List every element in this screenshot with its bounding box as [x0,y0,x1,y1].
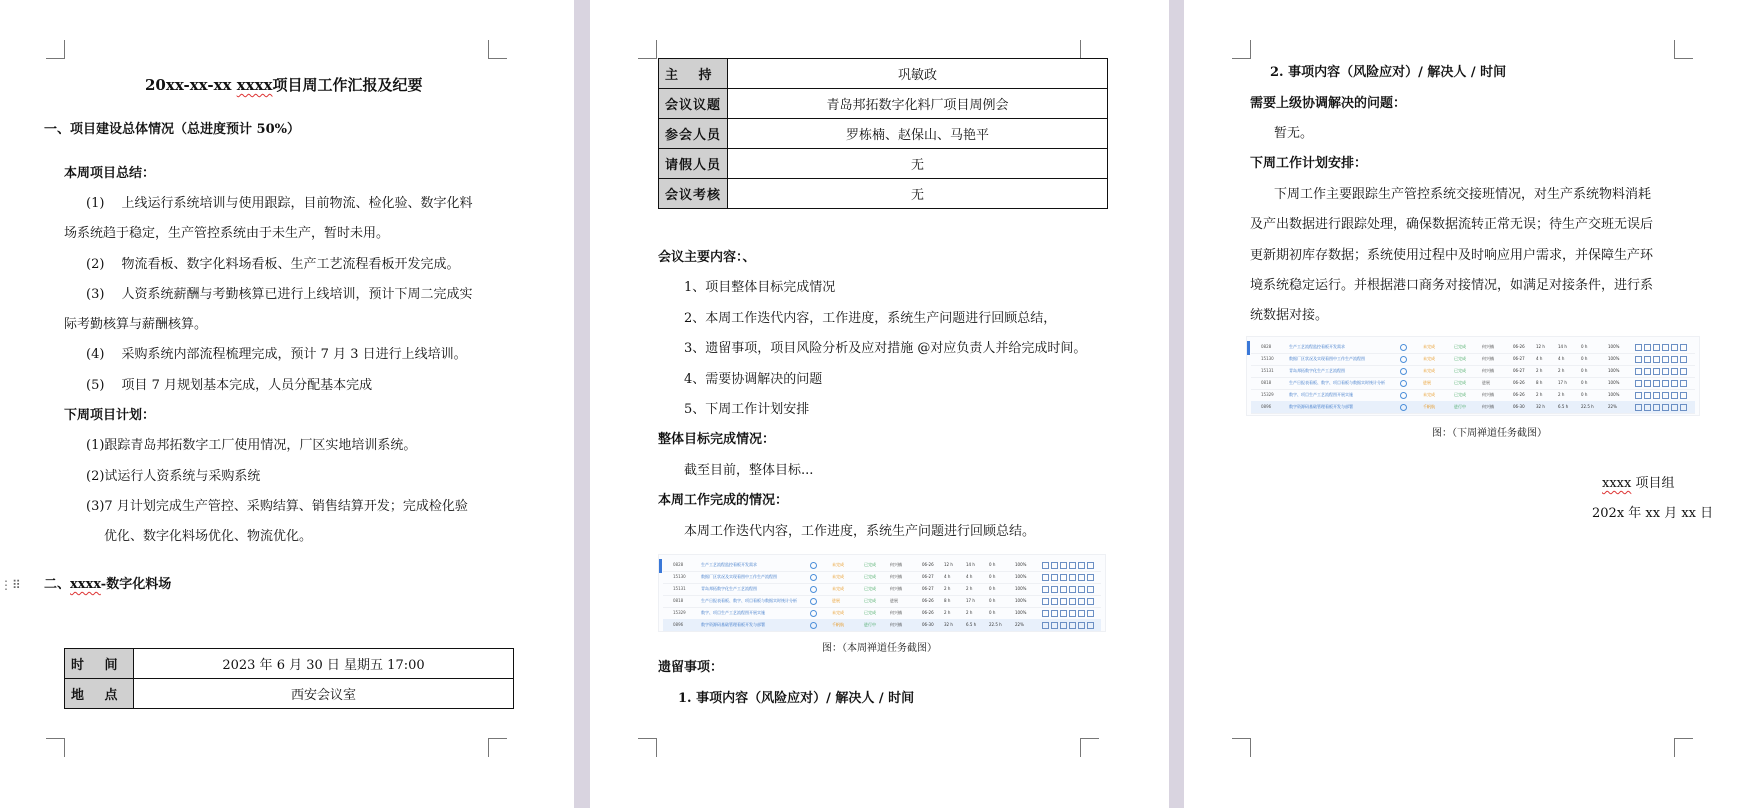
crop-mark [1080,40,1099,59]
task-cell: 15130 [673,574,686,579]
action-icon [1078,586,1085,593]
task-cell: 100% [1015,598,1027,603]
table-row [663,619,1101,632]
task-cell: 已完成 [864,598,876,603]
task-cell: 100% [1015,562,1027,567]
task-cell: 未完成 [832,610,844,615]
next-week-line[interactable]: 境系统稳定运行。并根据港口商务对接情况，如满足对接条件，进行系 [1250,278,1654,293]
task-cell: 32 h [944,622,953,627]
action-icon [1671,380,1678,387]
action-icon [1680,392,1687,399]
action-icon [1087,598,1094,605]
task-cell: 14 h [1558,344,1567,349]
selection-bar [659,559,662,573]
action-icon [1069,598,1076,605]
agenda-item[interactable]: 3、遗留事项，项目风险分析及应对措施 @对应负责人并给完成时间。 [684,341,1087,356]
action-icon [1644,404,1651,411]
task-cell: 06-26 [1513,344,1525,349]
table-key[interactable]: 会议考核 [659,179,728,209]
action-icon [1671,356,1678,363]
info-icon [1400,404,1407,411]
info-icon [1400,368,1407,375]
selection-bar [1247,341,1250,355]
task-cell: 0896 [1261,404,1272,409]
task-cell: 0 h [989,598,996,603]
task-cell: 2 h [966,610,973,615]
task-cell: 100% [1608,380,1620,385]
table-value[interactable]: 2023 年 6 月 30 日 星期五 17:00 [134,649,514,679]
task-cell: 06-27 [1513,356,1525,361]
task-cell: 未完成 [832,586,844,591]
info-icon [1400,380,1407,387]
task-cell: 何兴楠 [890,562,902,567]
action-icon [1069,610,1076,617]
action-icon [1680,356,1687,363]
table-key[interactable]: 主 持 [659,59,728,89]
action-icon [1051,562,1058,569]
info-icon [1400,356,1407,363]
action-icon [1069,562,1076,569]
info-icon [810,598,817,605]
action-icon [1078,622,1085,629]
action-icon [1042,610,1049,617]
section-2-suffix: -数字化料场 [100,577,172,592]
action-icon [1635,380,1642,387]
task-cell: 100% [1015,586,1027,591]
signature-date[interactable]: 202x 年 xx 月 xx 日 [1592,506,1714,521]
task-cell: 未完成 [832,574,844,579]
table-value[interactable]: 青岛邦拓数字化料厂项目周例会 [728,89,1108,119]
task-cell: 4 h [1558,356,1565,361]
task-cell: 已完成 [864,562,876,567]
action-icon [1060,574,1067,581]
task-cell: 数字资源码基础管理看板开发与部署 [701,622,765,627]
title-prefix: 20xx-xx-xx [145,76,237,94]
info-icon [1400,344,1407,351]
action-icon [1662,392,1669,399]
drag-handle-icon[interactable]: ⋮⠿ [0,578,21,592]
action-icon [1069,574,1076,581]
table-value[interactable]: 罗栋楠、赵保山、马艳平 [728,119,1108,149]
task-cell: 100% [1608,392,1620,397]
task-cell: 0 h [989,610,996,615]
task-cell: 青岛邦拓数字化生产工艺流程图 [1289,368,1345,373]
task-screenshot-image[interactable] [1246,336,1700,416]
week-done-label[interactable]: 本周工作完成的情况： [658,493,789,508]
task-cell: 8 h [944,598,951,603]
crop-mark [1080,738,1099,757]
task-cell: 未完成 [1423,368,1435,373]
task-cell: 何兴楠 [1482,404,1494,409]
action-icon [1087,622,1094,629]
table-row [659,59,1108,89]
action-icon [1087,574,1094,581]
action-icon [1069,622,1076,629]
action-icon [1051,574,1058,581]
action-icon [1087,586,1094,593]
info-icon [1400,392,1407,399]
action-icon [1680,368,1687,375]
task-cell: 0828 [1261,344,1272,349]
summary-line[interactable]: (5) 项目 7 月规划基本完成，人员分配基本完成 [86,378,373,393]
task-cell: 生产日报表看板、数字、项目看板与数据实时统计分析 [1289,380,1385,385]
task-screenshot-image[interactable] [658,554,1106,632]
action-icon [1644,380,1651,387]
task-cell: 100% [1608,344,1620,349]
action-icon [1087,610,1094,617]
task-cell: 2 h [966,586,973,591]
task-cell: 何兴楠 [1482,368,1494,373]
task-cell: 已完成 [1454,392,1466,397]
task-cell: 17 h [966,598,975,603]
next-plan-label[interactable]: 下周项目计划： [64,408,156,423]
action-icon [1051,586,1058,593]
task-cell: 0828 [673,562,684,567]
task-cell: 12 h [944,562,953,567]
action-icon [1662,356,1669,363]
action-icon [1680,380,1687,387]
agenda-item[interactable]: 4、需要协调解决的问题 [684,372,823,387]
action-icon [1060,610,1067,617]
task-cell: 生产工艺流程监控看板开发需求 [1289,344,1345,349]
task-cell: 100% [1015,574,1027,579]
table-key[interactable]: 时 间 [65,649,134,679]
section-2-prefix: 二、 [44,577,71,592]
task-cell: 2 h [1536,392,1543,397]
document-page-3 [1184,0,1762,808]
summary-line[interactable]: 场系统趋于稳定，生产管控系统由于未生产，暂时未用。 [64,226,390,241]
task-cell: 100% [1608,368,1620,373]
task-cell: 0 h [1581,392,1588,397]
task-cell: 0818 [1261,380,1272,385]
task-cell: 6.5 h [966,622,977,627]
crop-mark [1674,738,1693,757]
task-cell: 何兴楠 [890,574,902,579]
goal-text[interactable]: 截至目前，整体目标... [684,463,814,478]
task-cell: 0818 [673,598,684,603]
action-icon [1635,344,1642,351]
next-week-line[interactable]: 及产出数据进行跟踪处理，确保数据流转正常无误；待生产交班无误后 [1250,217,1654,232]
section-1-heading[interactable]: 一、项目建设总体情况（总进度预计 50%） [44,122,300,137]
task-cell: 进展 [1423,380,1431,385]
task-cell: 06-26 [922,562,934,567]
task-cell: 100% [1015,610,1027,615]
table-row [659,149,1108,179]
task-cell: 2 h [944,610,951,615]
task-cell: 0 h [1581,356,1588,361]
task-cell: 2 h [1536,368,1543,373]
task-cell: 06-26 [922,610,934,615]
table-row [659,179,1108,209]
section-2-spellcheck-word: xxxx [70,577,101,592]
task-cell: 06-27 [922,574,934,579]
action-icon [1060,622,1067,629]
action-icon [1051,610,1058,617]
crop-mark [46,40,65,59]
next-week-label[interactable]: 下周工作计划安排： [1250,156,1368,171]
crop-mark [1232,738,1251,757]
action-icon [1644,356,1651,363]
week-summary-label[interactable]: 本周项目总结： [64,166,156,181]
action-icon [1042,598,1049,605]
agenda-item[interactable]: 5、下周工作计划安排 [684,402,810,417]
task-cell: 0896 [673,622,684,627]
table-value[interactable]: 无 [728,179,1108,209]
action-icon [1644,392,1651,399]
action-icon [1051,598,1058,605]
action-icon [1680,404,1687,411]
task-cell: 06-26 [922,598,934,603]
task-cell: 何兴楠 [1482,344,1494,349]
action-icon [1662,404,1669,411]
action-icon [1653,392,1660,399]
pending-label[interactable]: 遗留事项： [658,660,724,675]
task-cell: 何兴楠 [890,622,902,627]
table-row [65,679,514,709]
action-icon [1671,344,1678,351]
table-value[interactable]: 无 [728,149,1108,179]
main-content-label[interactable]: 会议主要内容：、 [658,250,756,265]
action-icon [1635,392,1642,399]
task-cell: 何兴楠 [1482,356,1494,361]
title-spellcheck-word: xxxx [236,76,273,94]
crop-mark [1232,40,1251,59]
action-icon [1653,368,1660,375]
document-page-1 [0,0,574,808]
title-suffix: 项目周工作汇报及纪要 [272,76,423,94]
next-week-line[interactable]: 统数据对接。 [1250,308,1329,323]
task-cell: 06-30 [1513,404,1525,409]
task-cell: 何兴楠 [890,610,902,615]
task-cell: 千帆航 [832,622,844,627]
action-icon [1653,380,1660,387]
task-cell: 2 h [1558,368,1565,373]
action-icon [1644,368,1651,375]
action-icon [1042,622,1049,629]
task-cell: 0 h [989,586,996,591]
summary-line[interactable]: (3) 人资系统薪酬与考勤核算已进行上线培训，预计下周二完成实 [86,287,473,302]
crop-mark [638,738,657,757]
task-cell: 22% [1608,404,1617,409]
crop-mark [1674,40,1693,59]
task-cell: 数字、项目生产工艺流程图开展实施 [701,610,765,615]
task-cell: 22.5 h [1581,404,1594,409]
task-cell: 已完成 [864,610,876,615]
task-cell: 何兴楠 [890,586,902,591]
task-cell: 12 h [1536,344,1545,349]
table-row [659,119,1108,149]
action-icon [1060,598,1067,605]
task-cell: 100% [1608,356,1620,361]
action-icon [1078,574,1085,581]
task-cell: 生产工艺流程监控看板开发需求 [701,562,757,567]
task-cell: 22% [1015,622,1024,627]
document-title[interactable] [145,75,422,95]
task-cell: 8 h [1536,380,1543,385]
task-cell: 已完成 [1454,344,1466,349]
info-icon [810,622,817,629]
crop-mark [488,40,507,59]
task-cell: 14 h [966,562,975,567]
task-cell: 4 h [966,574,973,579]
task-cell: 0 h [1581,368,1588,373]
action-icon [1635,404,1642,411]
task-cell: 生产日报表看板、数字、项目看板与数据实时统计分析 [701,598,797,603]
task-cell: 06-27 [922,586,934,591]
action-icon [1051,622,1058,629]
table-key[interactable]: 参会人员 [659,119,728,149]
task-cell: 06-27 [1513,368,1525,373]
next-week-line[interactable]: 下周工作主要跟踪生产管控系统交接班情况，对生产系统物料消耗 [1274,187,1652,202]
meeting-info-table [658,58,1108,209]
week-done-text[interactable]: 本周工作迭代内容，工作进度，系统生产问题进行回顾总结。 [684,524,1036,539]
task-cell: 进行中 [864,622,876,627]
table-row [659,89,1108,119]
action-icon [1069,586,1076,593]
document-page-2 [590,0,1169,808]
coordinate-text[interactable]: 暂无。 [1274,126,1314,141]
task-cell: 已完成 [1454,380,1466,385]
action-icon [1042,562,1049,569]
action-icon [1060,586,1067,593]
action-icon [1078,562,1085,569]
summary-line[interactable]: (4) 采购系统内部流程梳理完成，预计 7 月 3 日进行上线培训。 [86,347,467,362]
section-2-heading[interactable] [44,575,171,595]
action-icon [1671,392,1678,399]
task-cell: 数据厂区状况及实现看图中工作生产流程图 [701,574,777,579]
figure-caption: 图：（下周禅道任务截图） [1432,428,1547,439]
task-cell: 4 h [944,574,951,579]
action-icon [1635,356,1642,363]
action-icon [1087,562,1094,569]
summary-line[interactable]: 际考勤核算与薪酬核算。 [64,317,208,332]
task-cell: 已完成 [864,574,876,579]
task-cell: 已完成 [864,586,876,591]
task-cell: 千帆航 [1423,404,1435,409]
task-cell: 15329 [673,610,686,615]
action-icon [1662,368,1669,375]
task-cell: 15130 [1261,356,1274,361]
task-cell: 进行中 [1454,404,1466,409]
task-cell: 2 h [944,586,951,591]
task-cell: 06-26 [1513,392,1525,397]
info-icon [810,610,817,617]
summary-line[interactable]: (1) 上线运行系统培训与使用跟踪，目前物流、检化验、数字化料 [86,196,473,211]
action-icon [1060,562,1067,569]
task-cell: 已完成 [1454,356,1466,361]
task-cell: 6.5 h [1558,404,1569,409]
agenda-item[interactable]: 2、本周工作迭代内容，工作进度，系统生产问题进行回顾总结， [684,311,1057,326]
task-cell: 进展 [1482,380,1490,385]
table-key[interactable]: 请假人员 [659,149,728,179]
task-cell: 06-30 [922,622,934,627]
task-cell: 06-26 [1513,380,1525,385]
plan-line[interactable]: (1)跟踪青岛邦拓数字工厂使用情况，厂区实地培训系统。 [86,438,417,453]
table-value[interactable]: 巩敏政 [728,59,1108,89]
task-cell: 青岛邦拓数字化生产工艺流程图 [701,586,757,591]
task-cell: 0 h [989,562,996,567]
plan-line[interactable]: 优化、数字化料场优化、物流优化。 [104,529,313,544]
task-cell: 17 h [1558,380,1567,385]
task-cell: 未完成 [1423,344,1435,349]
table-key[interactable]: 会议议题 [659,89,728,119]
pending-item-2[interactable]: 2. 事项内容（风险应对）/ 解决人 / 时间 [1270,65,1507,80]
action-icon [1078,610,1085,617]
signature-spellcheck-word: xxxx [1602,476,1632,491]
action-icon [1671,368,1678,375]
task-cell: 32 h [1536,404,1545,409]
plan-line[interactable]: (2)试运行人资系统与采购系统 [86,469,261,484]
action-icon [1042,574,1049,581]
action-icon [1635,368,1642,375]
action-icon [1662,344,1669,351]
summary-line[interactable]: (2) 物流看板、数字化料场看板、生产工艺流程看板开发完成。 [86,257,460,272]
task-cell: 4 h [1536,356,1543,361]
task-cell: 15131 [1261,368,1274,373]
goal-label[interactable]: 整体目标完成情况： [658,432,776,447]
task-cell: 0 h [1581,380,1588,385]
next-week-line[interactable]: 更新期初库存数据；系统使用过程中及时响应用户需求，并保障生产环 [1250,248,1654,263]
action-icon [1653,404,1660,411]
table-row [1251,401,1695,414]
action-icon [1078,598,1085,605]
task-cell: 何兴楠 [1482,392,1494,397]
action-icon [1644,344,1651,351]
crop-mark [638,40,657,59]
action-icon [1671,404,1678,411]
table-key[interactable]: 地 点 [65,679,134,709]
task-cell: 数字资源码基础管理看板开发与部署 [1289,404,1353,409]
task-cell: 未完成 [832,562,844,567]
task-cell: 15329 [1261,392,1274,397]
crop-mark [488,738,507,757]
info-icon [810,574,817,581]
task-cell: 2 h [1558,392,1565,397]
task-cell: 15131 [673,586,686,591]
pending-item[interactable]: 1. 事项内容（风险应对）/ 解决人 / 时间 [678,691,915,706]
signature-suffix: 项目组 [1631,476,1675,491]
signature-group[interactable] [1602,474,1674,494]
action-icon [1653,344,1660,351]
table-row [65,649,514,679]
action-icon [1653,356,1660,363]
task-cell: 未完成 [1423,392,1435,397]
crop-mark [46,738,65,757]
table-value[interactable]: 西安会议室 [134,679,514,709]
action-icon [1662,380,1669,387]
task-cell: 数字、项目生产工艺流程图开展实施 [1289,392,1353,397]
meeting-time-table [64,648,514,709]
task-cell: 0 h [1581,344,1588,349]
task-cell: 进展 [832,598,840,603]
task-cell: 进展 [890,598,898,603]
task-cell: 22.5 h [989,622,1002,627]
coordinate-label[interactable]: 需要上级协调解决的问题： [1250,96,1407,111]
task-cell: 数据厂区状况及实现看图中工作生产流程图 [1289,356,1365,361]
info-icon [810,562,817,569]
plan-line[interactable]: (3)7 月计划完成生产管控、采购结算、销售结算开发；完成检化验 [86,499,468,514]
task-cell: 未完成 [1423,356,1435,361]
task-cell: 已完成 [1454,368,1466,373]
figure-caption: 图：（本周禅道任务截图） [822,643,937,654]
agenda-item[interactable]: 1、项目整体目标完成情况 [684,280,836,295]
info-icon [810,586,817,593]
action-icon [1680,344,1687,351]
task-cell: 0 h [989,574,996,579]
action-icon [1042,586,1049,593]
